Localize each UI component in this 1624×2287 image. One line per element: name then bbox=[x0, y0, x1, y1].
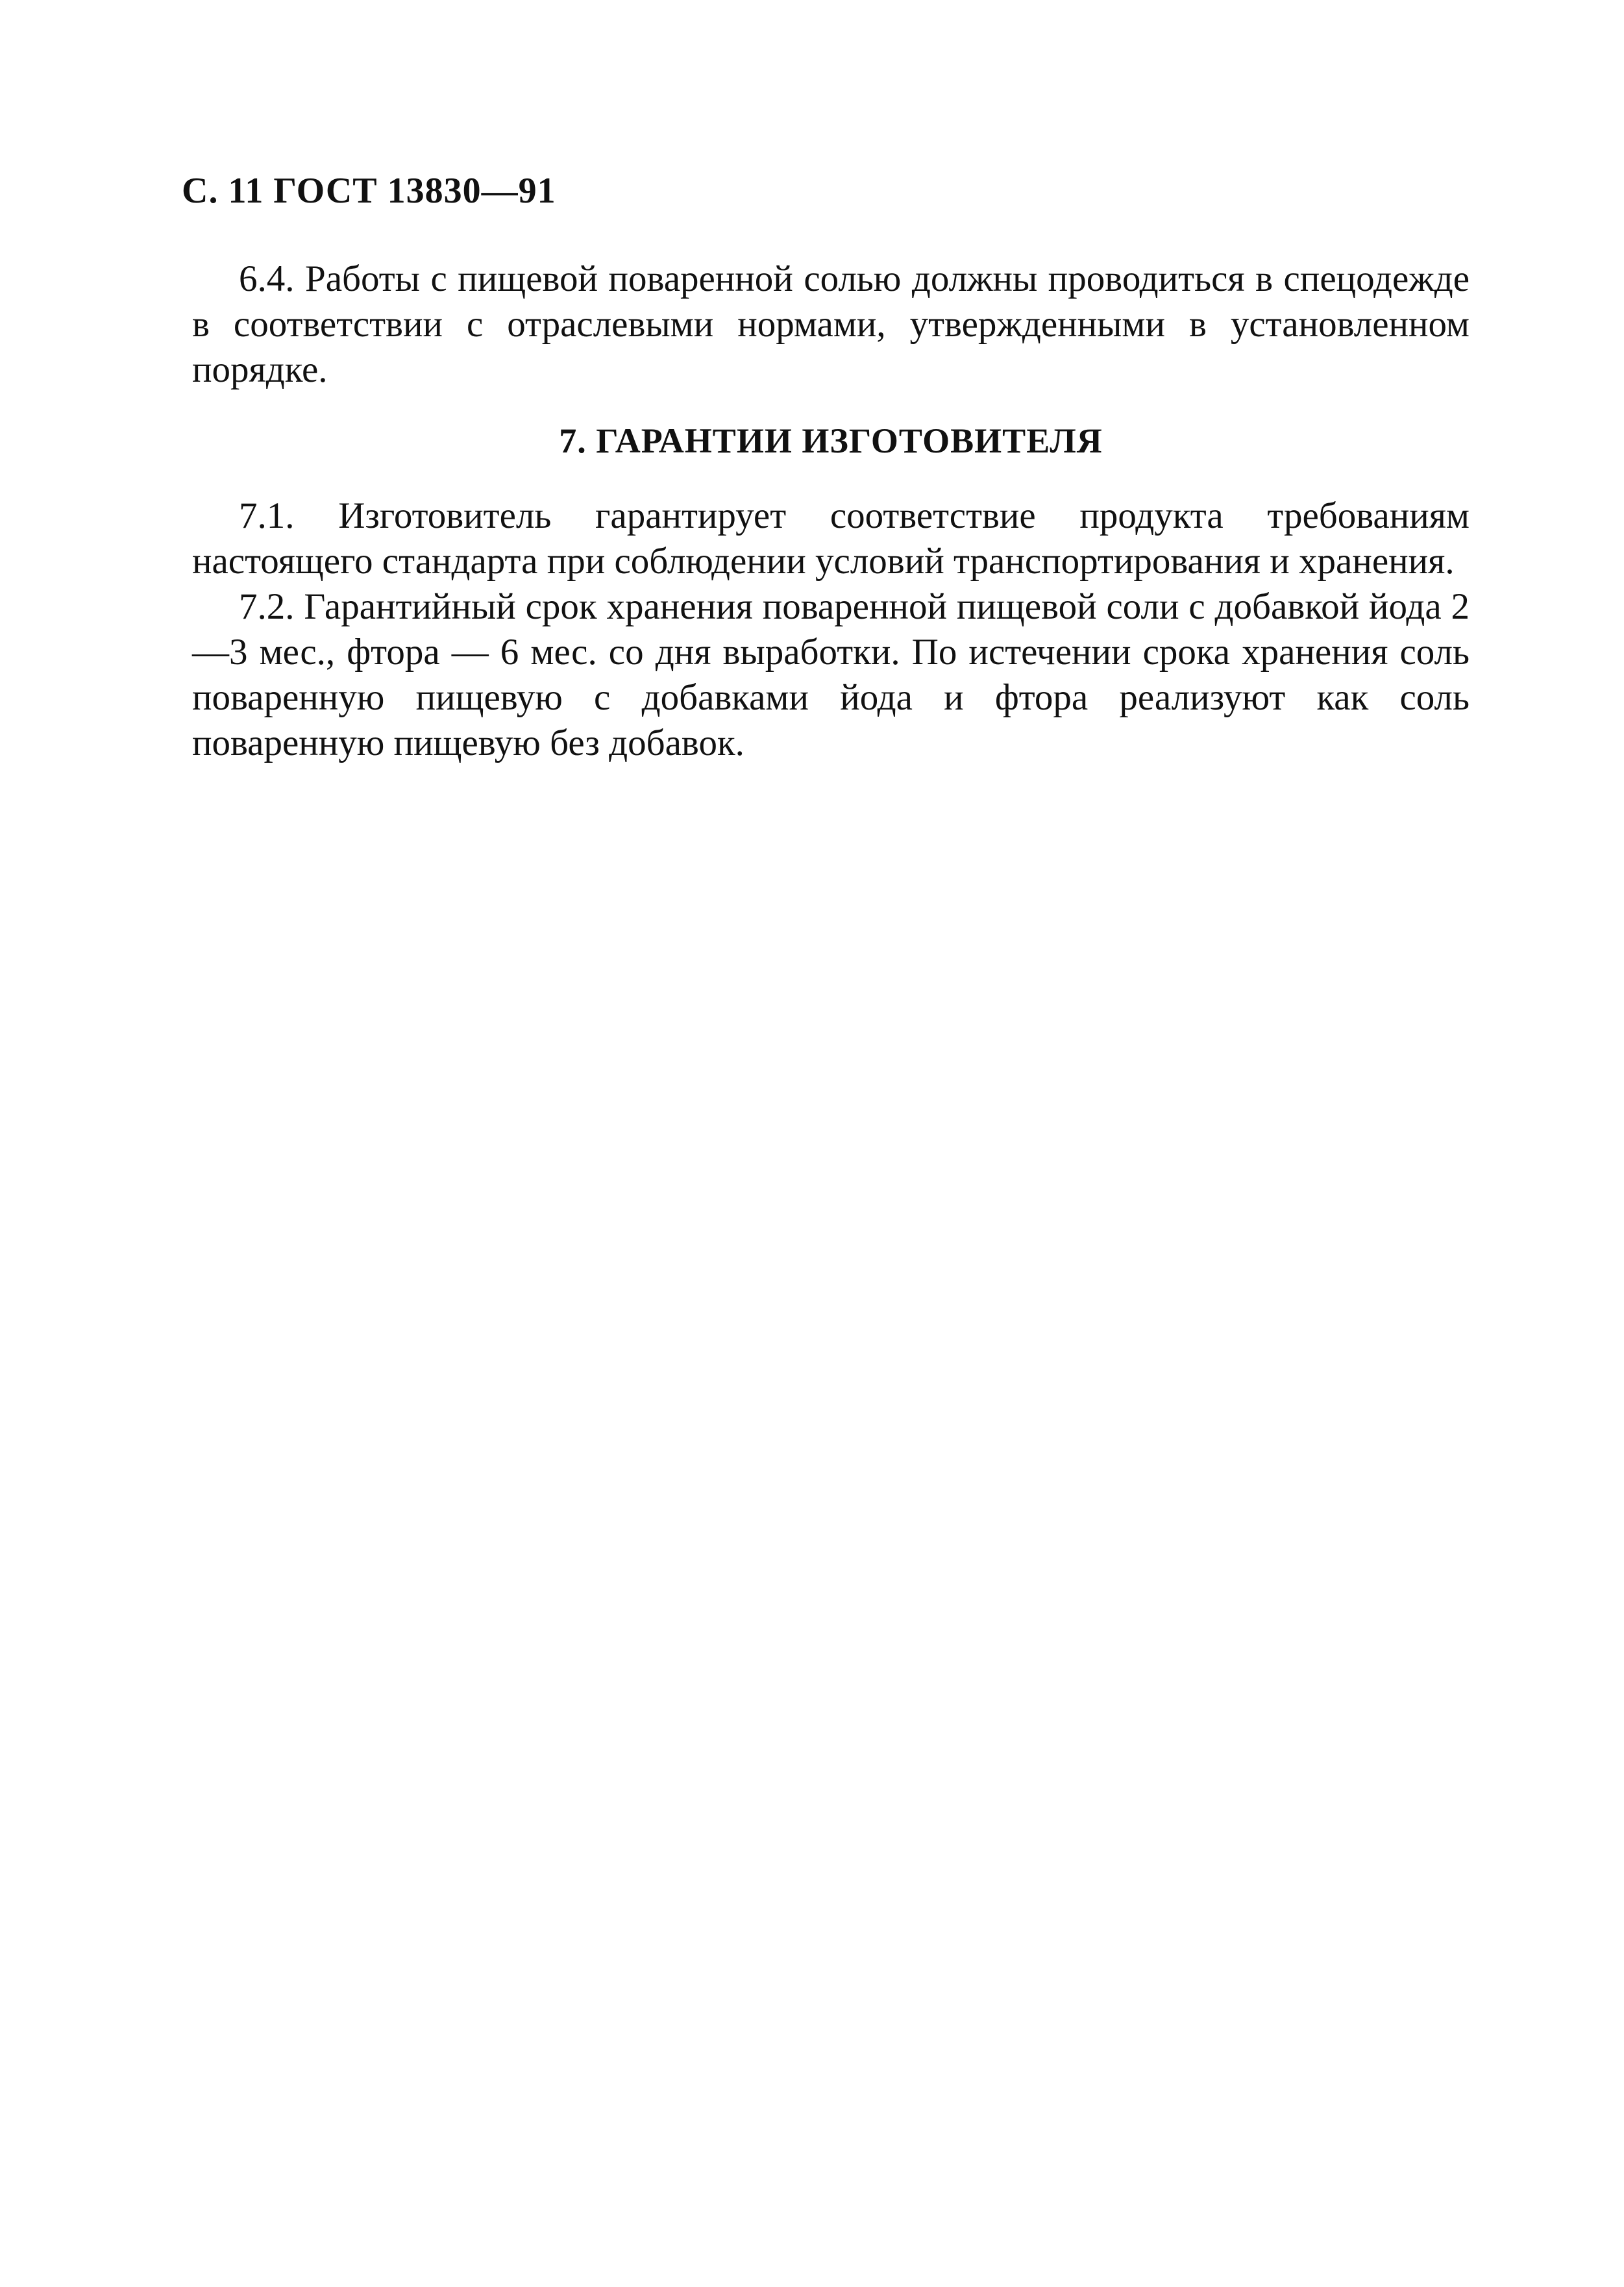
section-7-title: 7. ГАРАНТИИ ИЗГОТОВИТЕЛЯ bbox=[559, 421, 1103, 460]
page-header: С. 11 ГОСТ 13830—91 bbox=[182, 171, 556, 211]
section-7-text bbox=[192, 493, 1470, 766]
paragraph-6-4: 6.4. Работы с пищевой поваренной солью должны проводиться в спецодежде в соответствии с отраслевыми нормами, утвержденными в установленном порядке. bbox=[192, 258, 1470, 390]
paragraph-7-2: 7.2. Гарантийный срок хранения поваренной пищевой соли с добавкой йода 2—3 мес., фтора — 6 мес. со дня выработки. По истечении срока хранения соль поваренную пищевую с добавками йода и фтора реализуют как соль поваренную пищевую без добавок. bbox=[192, 586, 1470, 763]
section-6-text bbox=[192, 256, 1470, 393]
paragraph-7-1: 7.1. Изготовитель гарантирует соответствие продукта требованиям настоящего стандарта при соблюдении условий транспортирования и хранения. bbox=[192, 495, 1470, 582]
